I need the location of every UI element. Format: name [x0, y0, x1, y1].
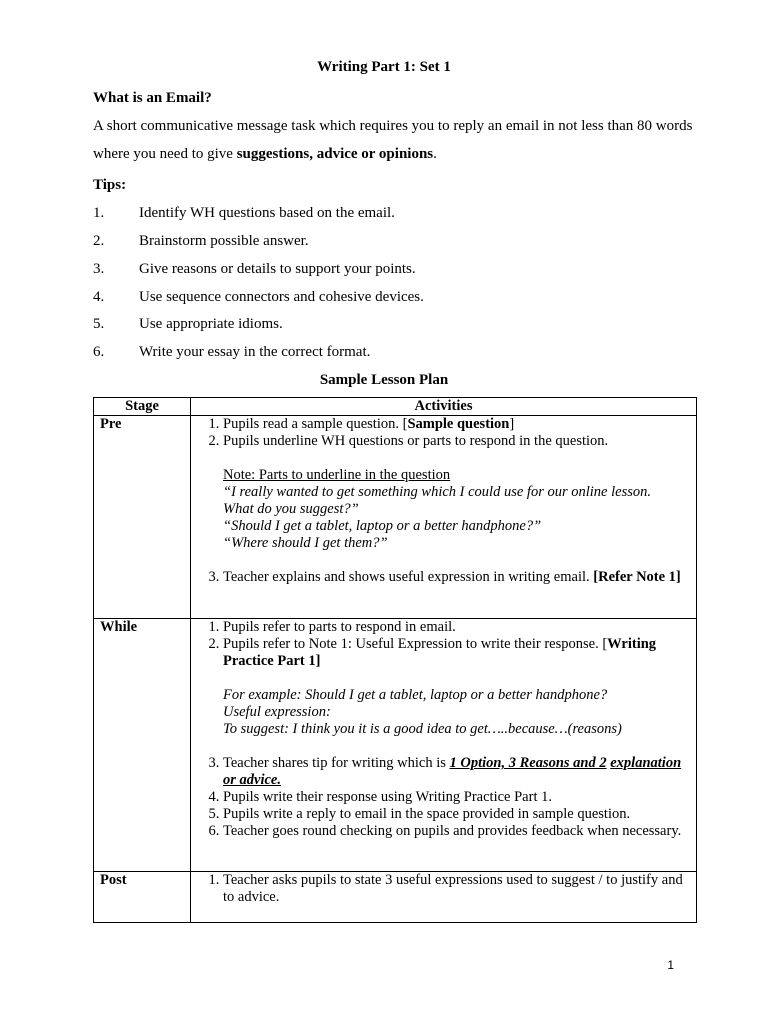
tip-item [93, 316, 283, 333]
table-row-while [94, 619, 697, 872]
tip-text: Give reasons or details to support your points. [139, 261, 416, 277]
list-item [223, 636, 690, 670]
activities-cell [191, 872, 697, 923]
lesson-plan-table [93, 397, 697, 923]
activity-text-end: ] [509, 416, 515, 432]
activity-bold: Writing Practice Part 1] [223, 636, 657, 669]
list-item [223, 569, 690, 586]
activity-bold-underlined: explanation or advice. [223, 755, 682, 788]
spacer [197, 738, 690, 755]
activity-text: Teacher explains and shows useful expression in writing email. [223, 569, 594, 585]
tip-item [93, 261, 416, 278]
activities-cell [191, 416, 697, 619]
activity-text: Pupils read a sample question. [ [223, 416, 408, 432]
intro-text: A short communicative message task which requires you to reply an email in not less than 80 words where you need to give [93, 118, 693, 162]
note-quote: “Should I get a tablet, laptop or a better handphone?” [223, 518, 542, 534]
tip-item [93, 205, 395, 222]
page-title: Writing Part 1: Set 1 [317, 59, 451, 75]
stage-cell: While [94, 619, 191, 872]
tip-text: Use sequence connectors and cohesive devices. [139, 289, 424, 305]
list-item: 5. Pupils write a reply to email in the space provided in sample question. [223, 806, 690, 823]
table-row-post [94, 872, 697, 923]
tip-number: 5. [93, 316, 105, 332]
intro-end-text: . [433, 146, 437, 162]
activities-list [197, 416, 690, 450]
tip-item [93, 344, 370, 361]
note-quote: “I really wanted to get something which I could use for our online lesson. [223, 484, 651, 500]
note-quote: What do you suggest?” [223, 501, 359, 517]
list-item: 2. Pupils underline WH questions or parts to respond in the question. [223, 433, 690, 450]
tip-text: Brainstorm possible answer. [139, 233, 309, 249]
intro-bold-text: suggestions, advice or opinions [236, 146, 434, 162]
example-line: Useful expression: [223, 704, 331, 720]
activity-text: Pupils refer to Note 1: Useful Expression to write their response. [ [223, 636, 608, 652]
activity-bold-underlined: 1 Option, 3 Reasons and 2 [449, 755, 607, 771]
activities-list [197, 569, 690, 586]
list-item [223, 416, 690, 433]
spacer [197, 552, 690, 569]
tip-number: 1. [93, 205, 105, 221]
list-item: 6. Teacher goes round checking on pupils and provides feedback when necessary. [223, 823, 690, 840]
spacer [197, 670, 690, 687]
example-line: To suggest: I think you it is a good idea to get…..because…(reasons) [223, 721, 622, 737]
activities-list [197, 755, 690, 840]
note-quote: “Where should I get them?” [223, 535, 388, 551]
activities-cell [191, 619, 697, 872]
header-stage: Stage [94, 398, 191, 416]
tip-text: Use appropriate idioms. [139, 316, 283, 332]
tip-text: Identify WH questions based on the email. [139, 205, 395, 221]
tip-text: Write your essay in the correct format. [139, 344, 371, 360]
activity-bold: Sample question [407, 416, 510, 432]
list-item [223, 755, 690, 789]
stage-cell: Pre [94, 416, 191, 619]
activity-bold: [Refer Note 1] [593, 569, 681, 585]
list-item: 1. Pupils refer to parts to respond in email. [223, 619, 690, 636]
list-item: 1. Teacher asks pupils to state 3 useful expressions used to suggest / to justify and to advice. [223, 872, 690, 906]
tip-number: 2. [93, 233, 105, 249]
activities-list [197, 872, 690, 906]
stage-cell: Post [94, 872, 191, 923]
table-row-pre [94, 416, 697, 619]
example-line: For example: Should I get a tablet, laptop or a better handphone? [223, 687, 608, 703]
activity-text: Teacher shares tip for writing which is [223, 755, 450, 771]
tip-number: 6. [93, 344, 105, 360]
lesson-plan-title: Sample Lesson Plan [319, 372, 449, 388]
section-heading: What is an Email? [93, 90, 212, 106]
table-header-row [94, 398, 697, 416]
page-number: 1 [667, 958, 674, 972]
list-item: 4. Pupils write their response using Writing Practice Part 1. [223, 789, 690, 806]
activities-list [197, 619, 690, 670]
spacer [197, 450, 690, 467]
header-activities: Activities [191, 398, 697, 416]
tip-item [93, 233, 309, 250]
tip-number: 3. [93, 261, 105, 277]
note-heading: Note: Parts to underline in the question [223, 467, 451, 483]
tip-item [93, 289, 424, 306]
tips-heading: Tips: [93, 177, 127, 193]
tip-number: 4. [93, 289, 105, 305]
intro-paragraph [93, 112, 693, 168]
